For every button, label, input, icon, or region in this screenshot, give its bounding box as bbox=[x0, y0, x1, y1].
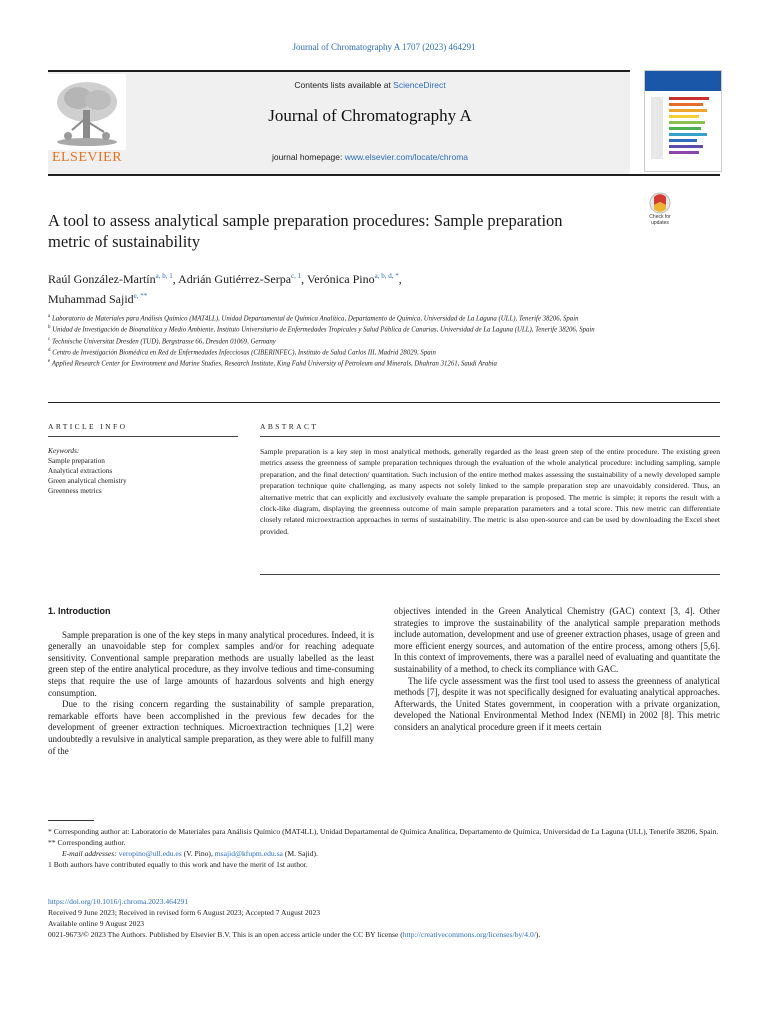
affiliation-text: Laboratorio de Materiales para Análisis Químico (MAT4LL), Unidad Departamental de Química Analítica, Departamento de Química, Universidad de La Laguna (ULL), Tenerife 38206, Spain bbox=[51, 315, 579, 323]
affiliation-item bbox=[48, 323, 720, 334]
author-affiliation-marker[interactable]: e, ** bbox=[133, 292, 148, 300]
affiliation-item bbox=[48, 335, 720, 346]
copyright-text: 0021-9673/© 2023 The Authors. Published by Elsevier B.V. This is an open access article under the CC BY license ( bbox=[48, 930, 403, 939]
journal-homepage-line bbox=[130, 152, 610, 162]
footnote-equal-contribution: 1 Both authors have contributed equally to this work and have the merit of 1st author. bbox=[48, 860, 308, 869]
author-affiliation-marker[interactable]: a, b, 1 bbox=[155, 272, 173, 280]
affiliation-marker: c bbox=[48, 336, 51, 342]
contents-line bbox=[130, 80, 610, 90]
journal-reference[interactable]: Journal of Chromatography A 1707 (2023) 464291 bbox=[292, 42, 476, 52]
doi-link[interactable]: https://doi.org/10.1016/j.chroma.2023.464291 bbox=[48, 897, 189, 906]
abstract-text: Sample preparation is a key step in most analytical methods, generally regarded as the least green step of the entire procedure. The existing green metrics assess the greenness of sample preparation techniques through the evaluation of the whole analytical procedure: including sampling, sample preparation, and the final detection/ quantitation. Such inclusion of the entire method makes assessing the sustainability of a newly developed sample preparation technique quite challenging, as many aspects not solely linked to the sample preparation step are unavoidably considered. Thus, an alternative metric that can explicitly and exclusively evaluate the sample preparation is proposed. The metric is simple; it reports the result with a clock-like diagram, displaying the greenness outcome of main sample preparation parameters and a total score. This new metric can differentiate closely related microextraction approaches in terms of sustainability. The metric is also open-source and can be used by downloading the Excel sheet provided. bbox=[260, 447, 720, 536]
email-owner-sajid: (M. Sajid). bbox=[282, 849, 318, 858]
article-info-rule bbox=[48, 436, 238, 437]
abstract-heading: ABSTRACT bbox=[260, 422, 319, 431]
author-name[interactable]: Verónica Pino bbox=[306, 272, 375, 286]
affiliation-text: Applied Research Center for Environment and Marine Studies, Research Institute, King Fahd University of Petroleum and Minerals, Dhahran 31261, Saudi Arabia bbox=[51, 360, 497, 368]
journal-title: Journal of Chromatography A bbox=[268, 106, 472, 125]
body-column-right bbox=[394, 606, 720, 734]
copyright-suffix: ). bbox=[535, 930, 541, 939]
keyword-item: Greenness metrics bbox=[48, 486, 102, 495]
journal-homepage-link[interactable]: www.elsevier.com/locate/chroma bbox=[344, 152, 469, 162]
check-for-updates-badge[interactable] bbox=[644, 192, 676, 228]
footnote-rule bbox=[48, 820, 94, 821]
abstract-end-rule bbox=[260, 574, 720, 575]
journal-cover-thumbnail[interactable] bbox=[644, 70, 722, 172]
available-online-date: Available online 9 August 2023 bbox=[48, 919, 145, 928]
body-paragraph: Sample preparation is one of the key steps in many analytical procedures. Indeed, it is generally an unavoidable step for complex samples and/or for reaching adequate sensitivity. Conventional sample preparation methods are usually labelled as the least green step of the entire analytical procedure, as they involve tedious and time-consuming steps that require the use of large amounts of hazardous solvents and high energy consumption. bbox=[48, 629, 374, 698]
footnote-corresponding-author-2: ** Corresponding author. bbox=[48, 838, 126, 847]
section-heading-introduction: 1. Introduction bbox=[48, 606, 111, 616]
elsevier-wordmark: ELSEVIER bbox=[51, 150, 123, 165]
publication-info bbox=[48, 896, 728, 940]
email-link-sajid[interactable]: msajid@kfupm.edu.sa bbox=[214, 849, 283, 858]
section-divider bbox=[48, 402, 720, 403]
affiliation-marker: d bbox=[48, 347, 51, 353]
email-link-pino[interactable]: veropino@ull.edu.es bbox=[118, 849, 182, 858]
sciencedirect-link[interactable]: ScienceDirect bbox=[393, 80, 446, 90]
footnotes bbox=[48, 826, 720, 870]
keyword-item: Analytical extractions bbox=[48, 466, 113, 475]
author-separator: , bbox=[301, 272, 307, 286]
keyword-item: Sample preparation bbox=[48, 456, 105, 465]
elsevier-logo[interactable] bbox=[48, 74, 126, 166]
footnote-corresponding-author: * Corresponding author at: Laboratorio de Materiales para Análisis Químico (MAT4LL), Unidad Departamental de Química Analítica, Departamento de Química, Universidad de La Laguna (ULL), Tenerife 38206, Spain. bbox=[48, 827, 719, 836]
article-info-heading: ARTICLE INFO bbox=[48, 422, 128, 431]
affiliation-text: Centro de Investigación Biomédica en Red de Enfermedades Infecciosas (CIBERINFEC), Instituto de Salud Carlos III, Madrid 28029, Spain bbox=[52, 349, 436, 357]
received-dates: Received 9 June 2023; Received in revised form 6 August 2023; Accepted 7 August 2023 bbox=[48, 908, 321, 917]
author-name[interactable]: Muhammad Sajid bbox=[48, 292, 134, 306]
affiliation-text: Technische Universitat Dresden (TUD), Bergstrasse 66, Dresden 01069, Germany bbox=[51, 337, 276, 345]
body-paragraph: The life cycle assessment was the first tool used to assess the greenness of analytical methods [7], despite it was not specifically designed for evaluating analytical approaches. Afterwards, the United States government, in cooperation with a private organization, developed the National Environmental Method Index (NEMI) in 2002 [8]. This metric considers an analytical procedure green if it meets certain bbox=[394, 675, 720, 732]
affiliation-marker: e bbox=[48, 359, 51, 365]
contents-prefix: Contents lists available at bbox=[294, 80, 394, 90]
affiliation-marker: a bbox=[48, 314, 51, 319]
keywords-block bbox=[48, 446, 238, 496]
keyword-item: Green analytical chemistry bbox=[48, 476, 127, 485]
author-affiliation-marker[interactable]: a, b, d, * bbox=[374, 272, 399, 280]
article-title: A tool to assess analytical sample preparation procedures: Sample preparation metric of sustainability bbox=[48, 211, 563, 251]
email-label: E-mail addresses: bbox=[62, 849, 117, 858]
license-link[interactable]: http://creativecommons.org/licenses/by/4.0/ bbox=[402, 930, 536, 939]
affiliation-item bbox=[48, 346, 720, 357]
affiliation-text: Unidad de Investigación de Bioanalítica y Medio Ambiente, Instituto Universitario de Enfermedades Tropicales y Salud Pública de Canarias, Universidad de La Laguna (ULL), Tenerife 38206, Spain bbox=[52, 326, 595, 334]
affiliation-list bbox=[48, 312, 720, 368]
affiliation-marker: b bbox=[48, 325, 51, 331]
homepage-prefix: journal homepage: bbox=[271, 152, 345, 162]
author-name[interactable]: Raúl González-Martín bbox=[48, 272, 156, 286]
author-list bbox=[48, 268, 648, 308]
abstract-rule bbox=[260, 436, 720, 437]
body-column-left bbox=[48, 606, 374, 757]
cover-title-band bbox=[645, 71, 721, 91]
header-divider bbox=[48, 174, 720, 176]
footnote-emails bbox=[48, 848, 720, 859]
author-affiliation-marker[interactable]: c, 1 bbox=[291, 272, 302, 280]
copyright-line bbox=[48, 929, 728, 940]
author-separator: , bbox=[398, 272, 402, 286]
body-paragraph: Due to the rising concern regarding the sustainability of sample preparation, remarkable efforts have been accomplished in the previous few decades for the development of greener extraction techniques. Microextraction techniques [1,2] were undoubtedly a revulsive in analytical sample preparation, as they were able to fulfill many of the bbox=[48, 699, 374, 756]
author-name[interactable]: Adrián Gutiérrez-Serpa bbox=[178, 272, 292, 286]
check-updates-label: Check for updates bbox=[649, 214, 671, 226]
email-owner-pino: (V. Pino), bbox=[181, 849, 215, 858]
affiliation-item bbox=[48, 312, 720, 323]
keywords-label: Keywords: bbox=[48, 446, 80, 455]
affiliation-item bbox=[48, 357, 720, 368]
body-paragraph: objectives intended in the Green Analytical Chemistry (GAC) context [3, 4]. Other strategies to improve the sustainability of the analytical sample preparation methods include automation, development and use of greener extraction phases, usage of green and more efficient energy sources, and automation of the entire process, among others [5,6]. In this context of improvements, there was a parallel need of evaluating and quantitate the sustainability of a method, to check its compliance with GAC. bbox=[394, 606, 720, 674]
author-separator: , bbox=[172, 272, 179, 286]
